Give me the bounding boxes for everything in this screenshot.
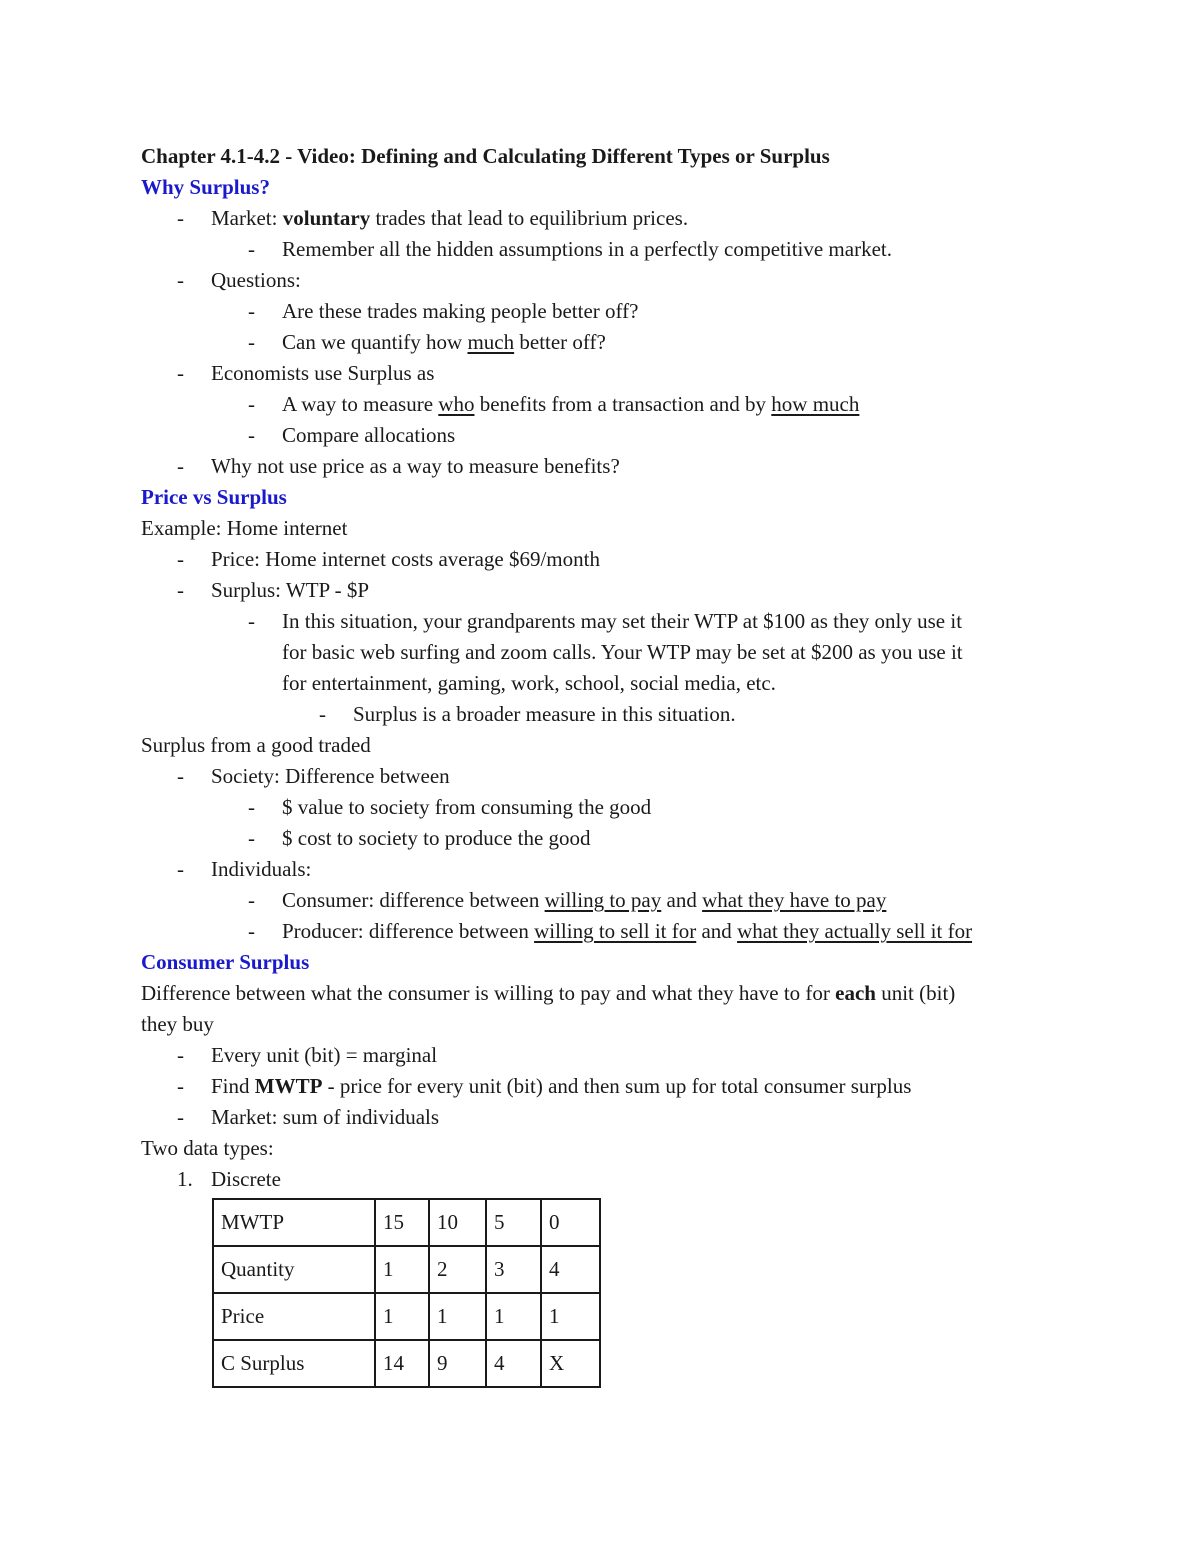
bullet-dash: - xyxy=(248,919,255,943)
bullet-economists: - Economists use Surplus as xyxy=(141,358,1071,389)
bullet-dash: - xyxy=(248,795,255,819)
bullet-price: - Price: Home internet costs average $69/month xyxy=(141,544,1071,575)
bullet-surplus: - Surplus: WTP - $P xyxy=(141,575,1071,606)
table-cell: 10 xyxy=(429,1199,486,1246)
table-cell: Price xyxy=(213,1293,375,1340)
bullet-dash: - xyxy=(177,1105,184,1129)
table-cell: 3 xyxy=(486,1246,541,1293)
bullet-dash: - xyxy=(248,299,255,323)
bullet-cost: - $ cost to society to produce the good xyxy=(141,823,1071,854)
table-cell: X xyxy=(541,1340,600,1387)
table-row xyxy=(213,1340,600,1387)
bullet-dash: - xyxy=(248,392,255,416)
bullet-find-mwtp: - Find MWTP - price for every unit (bit) and then sum up for total consumer surplus xyxy=(141,1071,1071,1102)
table-cell: 2 xyxy=(429,1246,486,1293)
bullet-dash: - xyxy=(177,454,184,478)
document-title: Chapter 4.1-4.2 - Video: Defining and Calculating Different Types or Surplus xyxy=(141,144,830,168)
bullet-situation: - In this situation, your grandparents may set their WTP at $100 as they only use it xyxy=(141,606,1071,637)
table-cell: Quantity xyxy=(213,1246,375,1293)
bullet-question-2: - Can we quantify how much better off? xyxy=(141,327,1071,358)
bullet-broader: - Surplus is a broader measure in this situation. xyxy=(141,699,1071,730)
bullet-dash: - xyxy=(177,764,184,788)
bullet-dash: - xyxy=(248,609,255,633)
bullet-consumer: - Consumer: difference between willing to pay and what they have to pay xyxy=(141,885,1071,916)
bullet-dash: - xyxy=(248,888,255,912)
bullet-market-sum: - Market: sum of individuals xyxy=(141,1102,1071,1133)
table-cell: 4 xyxy=(486,1340,541,1387)
situation-line-3: for entertainment, gaming, work, school, social media, etc. xyxy=(282,671,776,695)
bullet-dash: - xyxy=(248,330,255,354)
heading-why-surplus: Why Surplus? xyxy=(141,175,270,199)
table-cell: 1 xyxy=(486,1293,541,1340)
list-number: 1. xyxy=(177,1167,193,1191)
bullet-dash: - xyxy=(319,702,326,726)
bullet-dash: - xyxy=(177,206,184,230)
table-cell: 1 xyxy=(541,1293,600,1340)
numbered-item-discrete: 1. Discrete xyxy=(141,1164,1071,1195)
bullet-dash: - xyxy=(177,547,184,571)
bullet-every-unit: - Every unit (bit) = marginal xyxy=(141,1040,1071,1071)
bullet-dash: - xyxy=(177,1074,184,1098)
bullet-society: - Society: Difference between xyxy=(141,761,1071,792)
good-traded-line: Surplus from a good traded xyxy=(141,733,371,757)
bullet-dash: - xyxy=(177,361,184,385)
heading-price-vs-surplus: Price vs Surplus xyxy=(141,485,287,509)
bullet-dash: - xyxy=(248,423,255,447)
table-cell: 1 xyxy=(429,1293,486,1340)
bullet-dash: - xyxy=(177,1043,184,1067)
bullet-market: - Market: voluntary trades that lead to equilibrium prices. xyxy=(141,203,1071,234)
table-cell: 4 xyxy=(541,1246,600,1293)
difference-line-1: Difference between what the consumer is willing to pay and what they have to for each unit (bit) xyxy=(141,981,956,1005)
table-cell: C Surplus xyxy=(213,1340,375,1387)
document-page xyxy=(141,141,1071,1375)
bullet-value: - $ value to society from consuming the good xyxy=(141,792,1071,823)
bullet-measure: - A way to measure who benefits from a transaction and by how much xyxy=(141,389,1071,420)
bullet-producer: - Producer: difference between willing to sell it for and what they actually sell it for xyxy=(141,916,1071,947)
bullet-questions: - Questions: xyxy=(141,265,1071,296)
bullet-dash: - xyxy=(177,578,184,602)
table-row xyxy=(213,1246,600,1293)
table-cell: 9 xyxy=(429,1340,486,1387)
table-row xyxy=(213,1293,600,1340)
table-cell: 1 xyxy=(375,1246,429,1293)
two-data-types-line: Two data types: xyxy=(141,1136,274,1160)
table-cell: 0 xyxy=(541,1199,600,1246)
bullet-why-not: - Why not use price as a way to measure benefits? xyxy=(141,451,1071,482)
bullet-dash: - xyxy=(248,826,255,850)
bullet-remember: - Remember all the hidden assumptions in a perfectly competitive market. xyxy=(141,234,1071,265)
table-cell: 1 xyxy=(375,1293,429,1340)
bullet-dash: - xyxy=(177,268,184,292)
discrete-data-table xyxy=(212,1198,601,1388)
difference-line-2: they buy xyxy=(141,1012,214,1036)
bullet-individuals: - Individuals: xyxy=(141,854,1071,885)
table-cell: 14 xyxy=(375,1340,429,1387)
table-row xyxy=(213,1199,600,1246)
heading-consumer-surplus: Consumer Surplus xyxy=(141,950,310,974)
bullet-question-1: - Are these trades making people better off? xyxy=(141,296,1071,327)
table-cell: MWTP xyxy=(213,1199,375,1246)
situation-line-2: for basic web surfing and zoom calls. Your WTP may be set at $200 as you use it xyxy=(282,640,963,664)
table-cell: 15 xyxy=(375,1199,429,1246)
bullet-compare: - Compare allocations xyxy=(141,420,1071,451)
table-cell: 5 xyxy=(486,1199,541,1246)
bullet-dash: - xyxy=(177,857,184,881)
bullet-dash: - xyxy=(248,237,255,261)
example-line: Example: Home internet xyxy=(141,516,348,540)
